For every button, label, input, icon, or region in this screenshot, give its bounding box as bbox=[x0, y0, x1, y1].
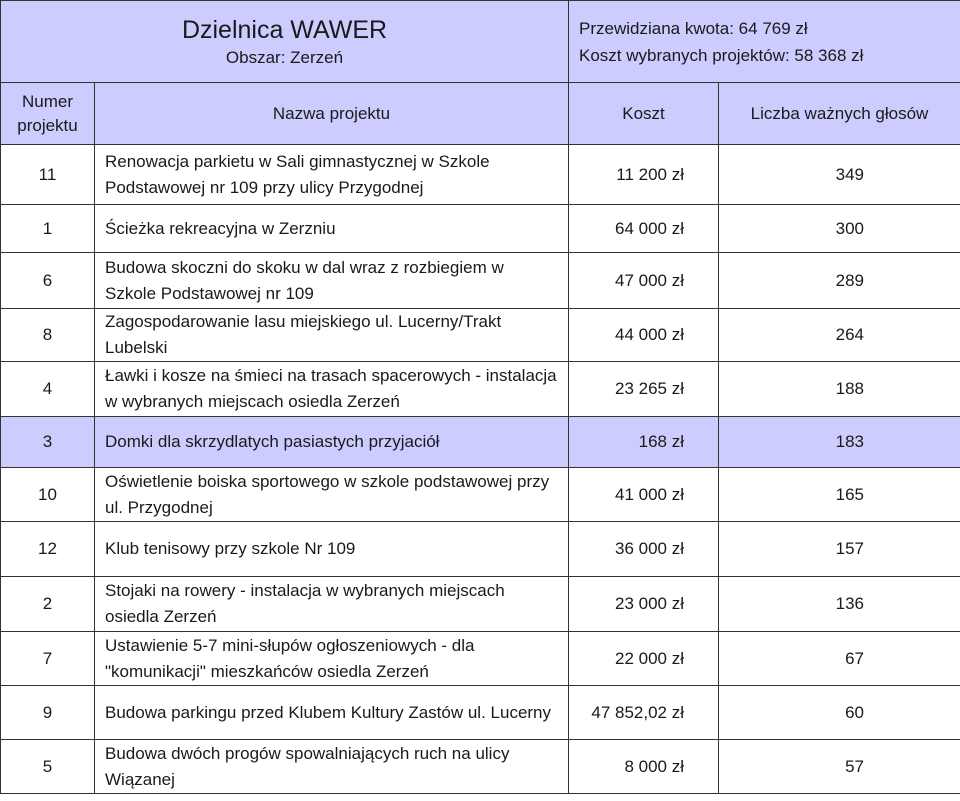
table-row bbox=[1, 740, 960, 794]
project-votes: 60 bbox=[719, 686, 960, 740]
area-subtitle: Obszar: Zerzeń bbox=[225, 47, 344, 67]
table-row bbox=[1, 686, 960, 740]
project-votes: 188 bbox=[719, 362, 960, 417]
project-name: Renowacja parkietu w Sali gimnastycznej w Szkole Podstawowej nr 109 przy ulicy Przygodnej bbox=[95, 145, 569, 205]
project-votes: 183 bbox=[719, 417, 960, 468]
district-title: Dzielnica WAWER bbox=[181, 15, 388, 44]
project-number: 9 bbox=[1, 686, 95, 740]
project-votes: 157 bbox=[719, 522, 960, 577]
selected-cost: Koszt wybranych projektów: 58 368 zł bbox=[579, 45, 864, 65]
table-row bbox=[1, 468, 960, 522]
project-cost: 41 000 zł bbox=[569, 468, 719, 522]
project-votes: 136 bbox=[719, 577, 960, 632]
project-name: Stojaki na rowery - instalacja w wybranych miejscach osiedla Zerzeń bbox=[95, 577, 569, 632]
table-row bbox=[1, 253, 960, 309]
project-number: 3 bbox=[1, 417, 95, 468]
project-number: 1 bbox=[1, 205, 95, 253]
project-cost: 47 852,02 zł bbox=[569, 686, 719, 740]
table-row bbox=[1, 632, 960, 686]
project-number: 12 bbox=[1, 522, 95, 577]
table-row bbox=[1, 417, 960, 468]
column-header-row bbox=[1, 83, 960, 145]
title-cell bbox=[1, 1, 569, 83]
project-name: Zagospodarowanie lasu miejskiego ul. Lucerny/Trakt Lubelski bbox=[95, 309, 569, 362]
project-name: Oświetlenie boiska sportowego w szkole podstawowej przy ul. Przygodnej bbox=[95, 468, 569, 522]
project-votes: 165 bbox=[719, 468, 960, 522]
planned-amount: Przewidziana kwota: 64 769 zł bbox=[579, 18, 808, 38]
project-cost: 36 000 zł bbox=[569, 522, 719, 577]
project-cost: 168 zł bbox=[569, 417, 719, 468]
table-row bbox=[1, 362, 960, 417]
project-name: Budowa dwóch progów spowalniających ruch na ulicy Wiązanej bbox=[95, 740, 569, 794]
project-number: 10 bbox=[1, 468, 95, 522]
project-cost: 11 200 zł bbox=[569, 145, 719, 205]
project-cost: 64 000 zł bbox=[569, 205, 719, 253]
col-header-number: Numer projektu bbox=[1, 83, 95, 145]
project-name: Budowa parkingu przed Klubem Kultury Zastów ul. Lucerny bbox=[95, 686, 569, 740]
project-cost: 44 000 zł bbox=[569, 309, 719, 362]
table-body bbox=[1, 145, 960, 794]
col-header-cost: Koszt bbox=[569, 83, 719, 145]
project-votes: 289 bbox=[719, 253, 960, 309]
project-votes: 349 bbox=[719, 145, 960, 205]
project-name: Ścieżka rekreacyjna w Zerzniu bbox=[95, 205, 569, 253]
project-name: Domki dla skrzydlatych pasiastych przyjaciół bbox=[95, 417, 569, 468]
project-number: 6 bbox=[1, 253, 95, 309]
project-cost: 23 000 zł bbox=[569, 577, 719, 632]
project-name: Ławki i kosze na śmieci na trasach spacerowych - instalacja w wybranych miejscach osiedla Zerzeń bbox=[95, 362, 569, 417]
table-row bbox=[1, 205, 960, 253]
project-number: 7 bbox=[1, 632, 95, 686]
project-name: Klub tenisowy przy szkole Nr 109 bbox=[95, 522, 569, 577]
project-cost: 23 265 zł bbox=[569, 362, 719, 417]
table-row bbox=[1, 577, 960, 632]
col-header-name: Nazwa projektu bbox=[95, 83, 569, 145]
project-cost: 22 000 zł bbox=[569, 632, 719, 686]
col-header-votes: Liczba ważnych głosów bbox=[719, 83, 960, 145]
project-name: Budowa skoczni do skoku w dal wraz z rozbiegiem w Szkole Podstawowej nr 109 bbox=[95, 253, 569, 309]
project-votes: 264 bbox=[719, 309, 960, 362]
project-number: 2 bbox=[1, 577, 95, 632]
project-votes: 67 bbox=[719, 632, 960, 686]
table-row bbox=[1, 522, 960, 577]
title-row bbox=[1, 1, 960, 83]
project-cost: 47 000 zł bbox=[569, 253, 719, 309]
table-row bbox=[1, 309, 960, 362]
project-votes: 57 bbox=[719, 740, 960, 794]
project-number: 11 bbox=[1, 145, 95, 205]
project-cost: 8 000 zł bbox=[569, 740, 719, 794]
project-number: 4 bbox=[1, 362, 95, 417]
project-name: Ustawienie 5-7 mini-słupów ogłoszeniowych - dla "komunikacji" mieszkańców osiedla Zerzeń bbox=[95, 632, 569, 686]
project-votes: 300 bbox=[719, 205, 960, 253]
table-row bbox=[1, 145, 960, 205]
budget-summary bbox=[569, 1, 960, 83]
project-number: 8 bbox=[1, 309, 95, 362]
project-number: 5 bbox=[1, 740, 95, 794]
